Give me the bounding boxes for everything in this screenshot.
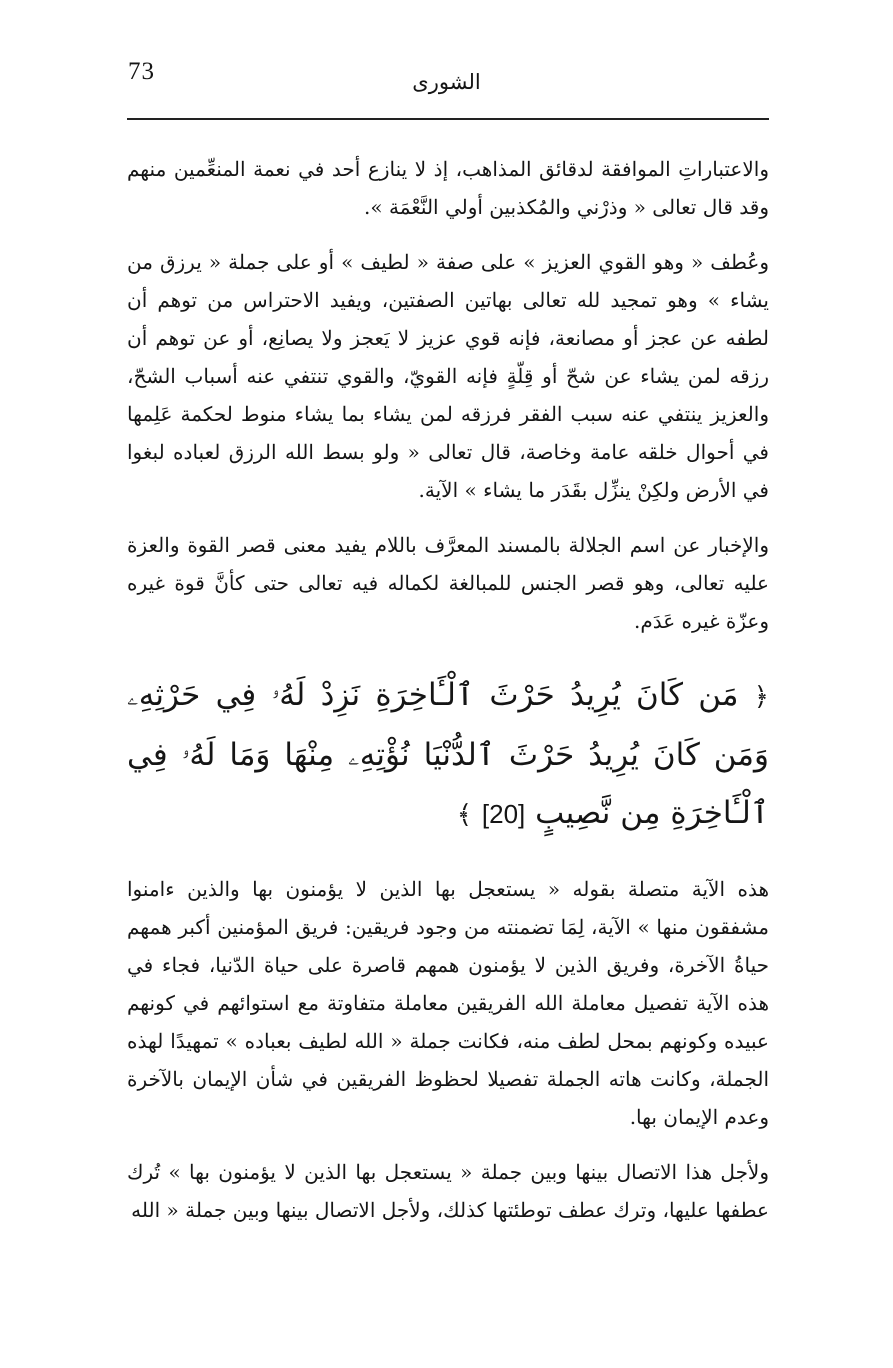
verse-number: [20] — [481, 799, 526, 829]
paragraph: والاعتباراتِ الموافقة لدقائق المذاهب، إذ لا ينازع أحد في نعمة المنعِّمين منهم وقد قال تعالى « وذرْني والمُكذبين أولي النَّعْمَة ». — [127, 157, 769, 219]
page-number: 73 — [128, 58, 155, 85]
paragraph: والإخبار عن اسم الجلالة بالمسند المعرَّف باللام يفيد معنى قصر القوة والعزة عليه تعالى، وهو قصر الجنس للمبالغة لكماله فيه تعالى حتى كأنَّ قوة غيره وعزّة غيره عَدَم. — [127, 533, 769, 633]
verse-text: مَن كَانَ يُرِيدُ حَرْثَ ٱلْـَٔاخِرَةِ نَزِدْ لَهُۥ فِي حَرْثِهِۦ وَمَن كَانَ يُرِيدُ حَرْثَ ٱلدُّنْيَا نُؤْتِهِۦ مِنْهَا وَمَا لَهُۥ فِي ٱلْـَٔاخِرَةِ مِن نَّصِيبٍ — [127, 677, 769, 831]
verse-close-ornament: ﴾ — [456, 800, 473, 830]
page-body — [127, 150, 769, 1246]
paragraph: وعُطف « وهو القوي العزيز » على صفة « لطيف » أو على جملة « يرزق من يشاء » وهو تمجيد لله تعالى بهاتين الصفتين، ويفيد الاحتراس من توهم أن لطفه عن عجز أو مصانعة، فإنه قوي عزيز لا يَعجز ولا يصانِع، أو عن توهم أن رزقه لمن يشاء عن شحّ أو قِلّةٍ فإنه القويّ، والقوي تنتفي عنه أسباب الشحّ، والعزيز ينتفي عنه سبب الفقر فرزقه لمن يشاء بما يشاء منوط لحكمة عَلِمها في أحوال خلقه عامة وخاصة، قال تعالى « ولو بسط الله الرزق لعباده لبغوا في الأرض ولكِنْ ينزِّل بقَدَر ما يشاء » الآية. — [127, 250, 769, 502]
paragraph: ولأجل هذا الاتصال بينها وبين جملة « يستعجل بها الذين لا يؤمنون بها » تُرك عطفها عليها، وترك عطف توطئتها كذلك، ولأجل الاتصال بينها وبين جملة « الله — [127, 1160, 769, 1222]
quran-verse — [127, 666, 769, 844]
verse-open-ornament: ﴿ — [753, 682, 770, 712]
page-title: الشورى — [412, 70, 481, 94]
header-divider — [127, 118, 769, 120]
paragraph: هذه الآية متصلة بقوله « يستعجل بها الذين لا يؤمنون بها والذين ءامنوا مشفقون منها » الآية، لِمَا تضمنته من وجود فريقين: فريق المؤمنين أكبر همهم حياةُ الآخرة، وفريق الذين لا يؤمنون همهم قاصرة على حياة الدّنيا، فجاء في هذه الآية تفصيل معاملة الله الفريقين معاملة متفاوتة مع استوائهم في كونهم عبيده وكونهم بمحل لطف منه، فكانت جملة « الله لطيف بعباده » تمهيدًا لهذه الجملة، وكانت هاته الجملة تفصيلا لحظوظ الفريقين في شأن الإيمان بالآخرة وعدم الإيمان بها. — [127, 877, 770, 1129]
